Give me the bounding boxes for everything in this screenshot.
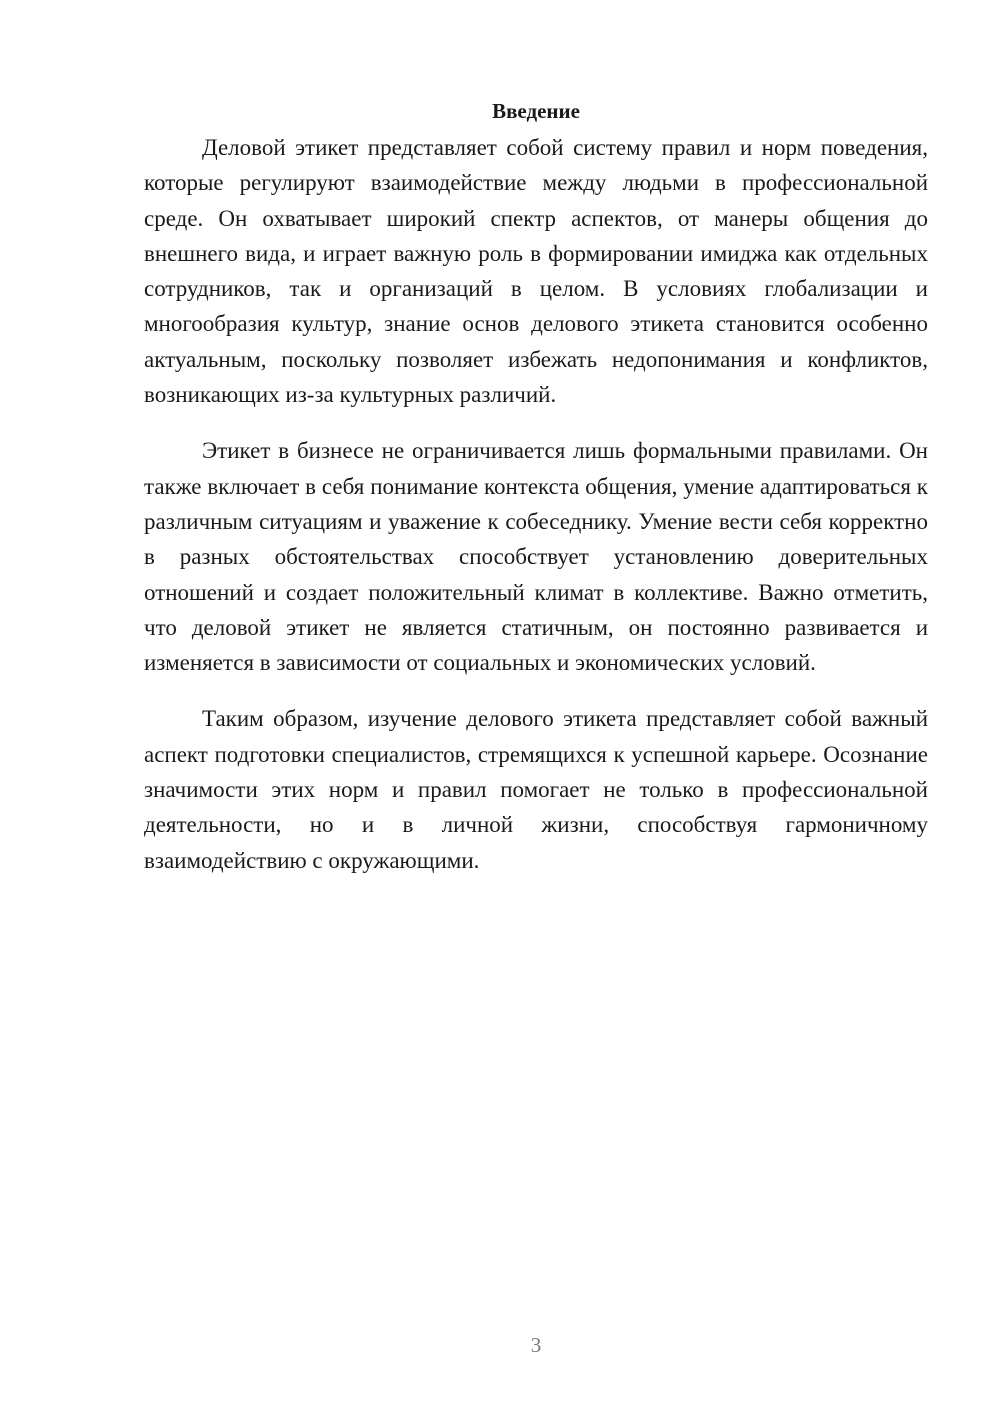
paragraph-3: Таким образом, изучение делового этикета представляет собой важный аспект подготовки специалистов, стремящихся к успешной карьере. Осознание значимости этих норм и правил помогает не только в профессиональной деятельности, но и в личной жизни, способствуя гармоничному взаимодействию с окружающими. [144, 706, 928, 873]
section-title: Введение [492, 99, 580, 123]
page-content [144, 92, 928, 878]
paragraph-1: Деловой этикет представляет собой систему правил и норм поведения, которые регулируют взаимодействие между людьми в профессиональной среде. Он охватывает широкий спектр аспектов, от манеры общения до внешнего вида, и играет важную роль в формировании имиджа как отдельных сотрудников, так и организаций в целом. В условиях глобализации и многообразия культур, знание основ делового этикета становится особенно актуальным, поскольку позволяет избежать недопонимания и конфликтов, возникающих из-за культурных различий. [144, 135, 928, 408]
page-number: 3 [530, 1333, 542, 1357]
paragraph-2: Этикет в бизнесе не ограничивается лишь формальными правилами. Он также включает в себя понимание контекста общения, умение адаптироваться к различным ситуациям и уважение к собеседнику. Умение вести себя корректно в разных обстоятельствах способствует установлению доверительных отношений и создает положительный климат в коллективе. Важно отметить, что деловой этикет не является статичным, он постоянно развивается и изменяется в зависимости от социальных и экономических условий. [144, 438, 928, 676]
